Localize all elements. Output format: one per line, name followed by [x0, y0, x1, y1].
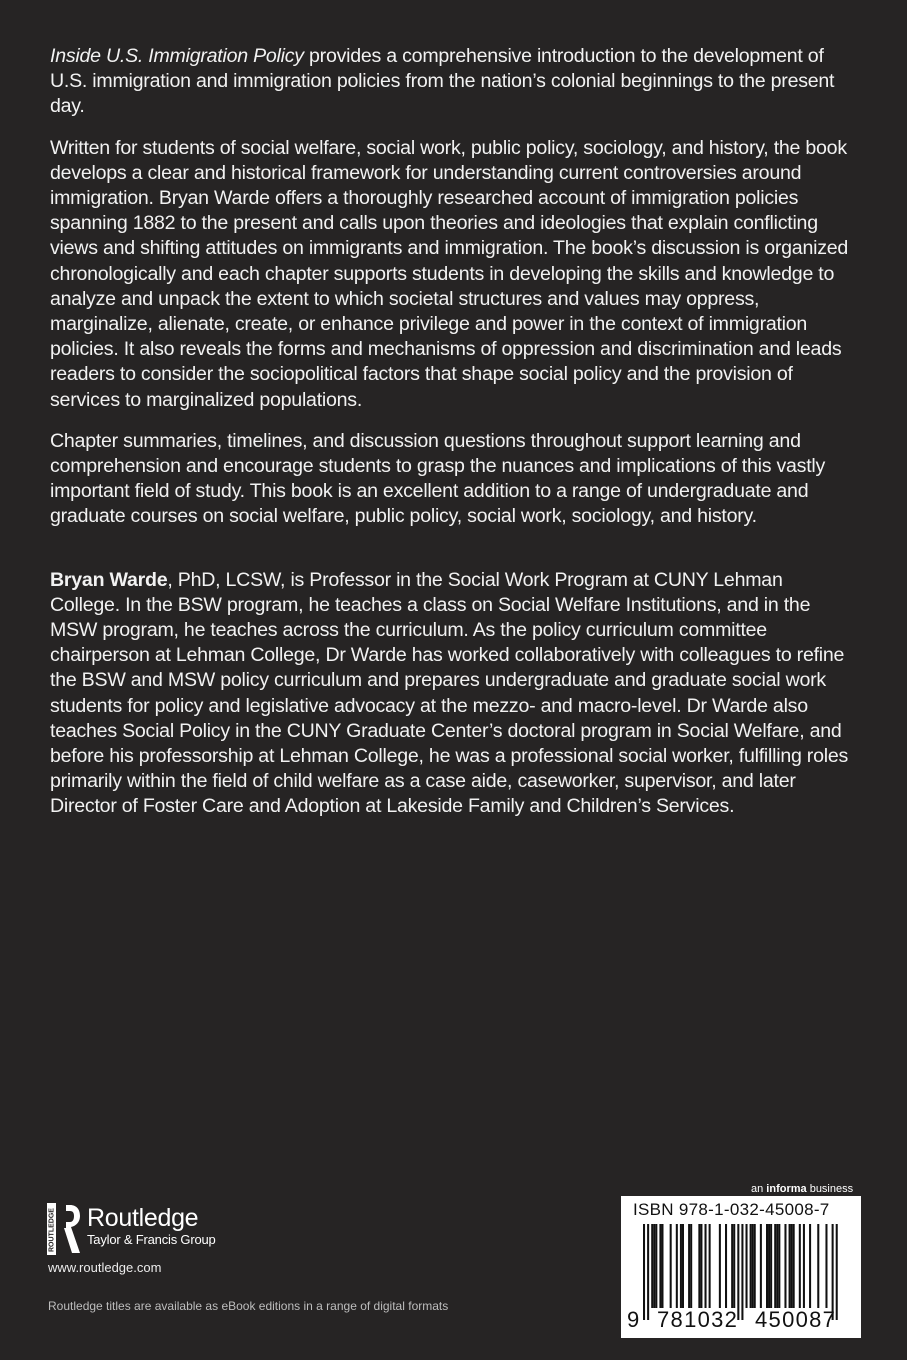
barcode-bar — [741, 1224, 743, 1320]
barcode-bar — [793, 1224, 795, 1308]
book-title: Inside U.S. Immigration Policy — [50, 45, 304, 67]
publisher-name: Routledge — [87, 1204, 199, 1232]
barcode-bar — [836, 1224, 838, 1320]
barcode-bar — [670, 1224, 672, 1308]
isbn-label: ISBN 978-1-032-45008-7 — [633, 1200, 830, 1219]
barcode-bar — [647, 1224, 649, 1320]
barcode-bar — [791, 1224, 793, 1308]
barcode-bar — [817, 1224, 819, 1308]
informa-prefix: an — [751, 1183, 767, 1195]
barcode-bar — [774, 1224, 776, 1308]
barcode-bar — [700, 1224, 702, 1308]
barcode-bar — [784, 1224, 786, 1308]
barcode-bar — [709, 1224, 711, 1308]
barcode-bar — [766, 1224, 768, 1308]
barcode-bar — [825, 1224, 827, 1308]
publisher-group: Taylor & Francis Group — [87, 1232, 216, 1247]
barcode-bar — [803, 1224, 805, 1308]
informa-business-tag — [751, 1183, 853, 1195]
barcode-bar — [653, 1224, 655, 1308]
barcode-bar — [809, 1224, 811, 1308]
logo-vertical-text: ROUTLEDGE — [48, 1208, 56, 1252]
barcode-bar — [776, 1224, 778, 1308]
blurb-paragraph-intro — [50, 44, 850, 120]
informa-suffix: business — [806, 1183, 854, 1195]
author-bio-text: , PhD, LCSW, is Professor in the Social Work Program at CUNY Lehman College. In the BSW program, he teaches a class on Social Welfare Institutions, and in the MSW program, he teaches across the curriculum. As the policy curriculum committee chairperson at Lehman College, Dr Warde has worked collaboratively with colleagues to refine the BSW and MSW policy curriculum and prepares undergraduate and graduate social work students for policy and legislative advocacy at the mezzo- and macro-level. Dr Warde also teaches Social Policy in the CUNY Graduate Center’s doctoral program in Social Welfare, and before his professorship at Lehman College, he was a professional social worker, fulfilling roles primarily within the field of child welfare as a case aide, caseworker, supervisor, and later Director of Foster Care and Adoption at Lakeside Family and Children’s Services. — [50, 568, 849, 818]
blurb-paragraph-description: Written for students of social welfare, social work, public policy, sociology, and history, the book develops a clear and historical framework for understanding current controversies around immigration. Bryan Warde offers a thoroughly researched account of immigration policies spanning 1882 to the present and calls upon theories and ideologies that explain conflicting views and shifting attitudes on immigrants and immigration. The book’s discussion is organized chronologically and each chapter supports students in developing the skills and knowledge to analyze and unpack the extent to which societal structures and values may oppress, marginalize, alienate, create, or enhance privilege and power in the context of immigration policies. It also reveals the forms and mechanisms of oppression and discrimination and leads readers to consider the sociopolitical factors that shape social policy and the provision of services to marginalized populations. — [50, 136, 849, 411]
barcode-bar — [832, 1224, 834, 1320]
routledge-logo — [47, 1203, 216, 1255]
informa-brand: informa — [766, 1183, 807, 1195]
barcode-bar — [789, 1224, 791, 1308]
barcode-bar — [661, 1224, 663, 1308]
barcode-bar — [705, 1224, 707, 1308]
blurb-paragraph-features: Chapter summaries, timelines, and discussion questions throughout support learning and comprehension and encourage students to grasp the nuances and implications of this vastly important field of study. This book is an excellent addition to a range of undergraduate and graduate courses on social welfare, public policy, social work, sociology, and history. — [50, 429, 826, 528]
barcode-bar — [750, 1224, 752, 1308]
barcode-bar — [643, 1224, 645, 1320]
barcode-bar — [752, 1224, 754, 1308]
barcode-bar — [719, 1224, 721, 1308]
barcode-bar — [676, 1224, 678, 1308]
barcode-bar — [651, 1224, 653, 1308]
barcode-bar — [725, 1224, 727, 1308]
isbn-barcode — [621, 1196, 861, 1338]
barcode-bar — [778, 1224, 780, 1308]
barcode-bar — [737, 1224, 739, 1320]
barcode-bar — [733, 1224, 735, 1308]
routledge-logo-icon — [47, 1203, 81, 1255]
barcode-bar — [731, 1224, 733, 1308]
barcode-digits-left: 781032 — [657, 1307, 739, 1332]
barcode-bar — [754, 1224, 756, 1308]
barcode-digit-first: 9 — [627, 1307, 641, 1332]
back-cover-blurb — [50, 44, 850, 836]
barcode-bar — [746, 1224, 748, 1308]
barcode-bar — [682, 1224, 684, 1308]
barcode-bar — [655, 1224, 657, 1308]
barcode-bar — [799, 1224, 801, 1308]
barcode-bar — [768, 1224, 770, 1308]
barcode-bar — [698, 1224, 700, 1308]
barcode-bar — [680, 1224, 682, 1308]
publisher-website[interactable]: www.routledge.com — [48, 1260, 162, 1275]
ebook-note: Routledge titles are available as eBook editions in a range of digital formats — [48, 1299, 449, 1313]
barcode-bar — [688, 1224, 690, 1308]
barcode-digits-right: 450087 — [755, 1307, 837, 1332]
barcode-bar — [690, 1224, 692, 1308]
author-bio — [50, 568, 850, 820]
barcode-bar — [659, 1224, 661, 1308]
intro-text: provides a comprehensive introduction to the development of U.S. immigration and immigration policies from the nation’s colonial beginnings to the present day. — [50, 45, 835, 118]
barcode-bar — [760, 1224, 762, 1308]
barcode-bar — [770, 1224, 772, 1308]
author-name: Bryan Warde — [50, 568, 168, 591]
